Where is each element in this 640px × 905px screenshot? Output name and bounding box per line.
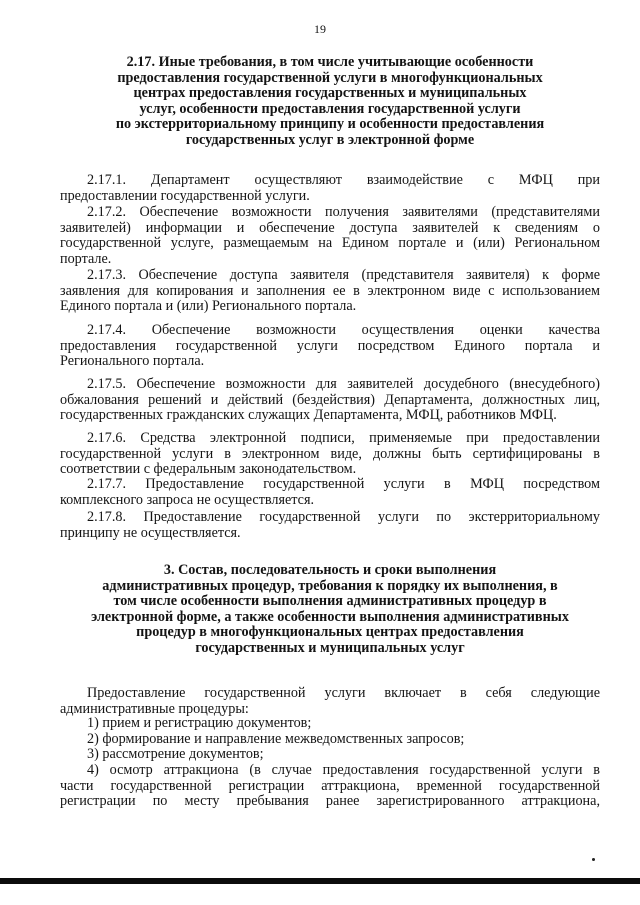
paragraph-line: Регионального портала. [60,353,205,370]
list-item: 1) прием и регистрацию документов; [87,715,312,731]
paragraph-line: регистрации по месту пребывания ранее зарегистрированного аттракциона, [60,793,600,810]
heading-line: центрах предоставления государственных и муниципальных [133,85,527,102]
paragraph-line: 2.17.3. Обеспечение доступа заявителя (представителя заявителя) к форме [87,267,600,283]
section-heading-2-17 [60,55,600,149]
scan-edge-bar [0,878,640,884]
scan-speck [592,858,595,861]
paragraph-line: 2.17.6. Средства электронной подписи, применяемые при предоставлении [87,430,600,446]
list-item: 3) рассмотрение документов; [87,746,264,762]
section-heading-3 [60,563,600,657]
paragraph-line: государственных гражданских служащих Департамента, МФЦ, работников МФЦ. [60,407,557,424]
paragraph-2-17-5 [60,377,600,424]
paragraph-line: государственной услуги в электронном виде, должны быть сертифицированы в [60,445,600,462]
list-item [60,763,600,810]
heading-line: 3. Состав, последовательность и сроки выполнения [163,562,497,578]
paragraph-line: государственной услуге, размещаемым на Едином портале и (или) Региональном [60,235,600,252]
paragraph-line: Предоставление государственной услуги включает в себя следующие [87,685,600,701]
heading-line: 2.17. Иные требования, в том числе учитывающие особенности [126,54,534,70]
heading-line: услуг, особенности предоставления государственной услуги [139,100,521,117]
paragraph-line: Единого портала и (или) Регионального портала. [60,298,357,315]
paragraph-2-17-1 [60,173,600,204]
heading-line: том числе особенности выполнения административных процедур в [113,593,547,610]
heading-line: процедур в многофункциональных центрах предоставления [136,624,524,641]
paragraph-line: 2.17.5. Обеспечение возможности для заявителей досудебного (внесудебного) [87,376,600,392]
paragraph-line: 2.17.1. Департамент осуществляют взаимодействие с МФЦ при [87,172,600,188]
heading-line: по экстерриториальному принципу и особенности предоставления [115,116,545,133]
heading-line: государственных услуг в электронной форме [185,131,475,148]
paragraph-2-17-4 [60,323,600,370]
paragraph-line: 2.17.2. Обеспечение возможности получения заявителями (представителями [87,204,600,220]
paragraph-line: комплексного запроса не осуществляется. [60,491,315,508]
paragraph-line: 4) осмотр аттракциона (в случае предоставления государственной услуги в [87,762,600,778]
paragraph-line: обжалования решений и действий (бездействия) Департамента, должностных лиц, [60,391,600,408]
paragraph-2-17-3 [60,268,600,315]
heading-line: государственных и муниципальных услуг [195,639,465,656]
paragraph-2-17-6 [60,431,600,478]
paragraph-line: предоставления государственной услуги посредством Единого портала и [60,337,600,354]
paragraph-line: принципу не осуществляется. [60,524,241,541]
paragraph-line: административные процедуры: [60,700,249,717]
page-number: 19 [314,22,326,36]
paragraph-line: заявления для копирования и заполнения ее в электронном виде с использованием [60,282,600,299]
paragraph-line: заявителей) информации и обеспечение доступа заявителей к сведениям о [60,219,600,236]
heading-line: электронной форме, а также особенности выполнения административных [91,608,569,625]
paragraph-line: портале. [60,250,112,267]
paragraph-line: 2.17.4. Обеспечение возможности осуществления оценки качества [87,322,600,338]
heading-line: административных процедур, требования к порядку их выполнения, в [102,577,558,594]
heading-line: предоставления государственной услуги в многофункциональных [117,69,543,86]
paragraph-line: части государственной регистрации аттракциона, временной государственной [60,777,600,794]
section-3-intro [60,686,600,717]
paragraph-line: предоставлении государственной услуги. [60,187,310,204]
paragraph-2-17-7 [60,477,600,508]
paragraph-line: 2.17.8. Предоставление государственной услуги по экстерриториальному [87,509,600,525]
paragraph-2-17-2 [60,205,600,267]
paragraph-line: соответствии с федеральным законодательством. [60,461,357,478]
paragraph-line: 2.17.7. Предоставление государственной услуги в МФЦ посредством [87,476,600,492]
list-item: 2) формирование и направление межведомственных запросов; [87,731,465,747]
paragraph-2-17-8 [60,510,600,541]
